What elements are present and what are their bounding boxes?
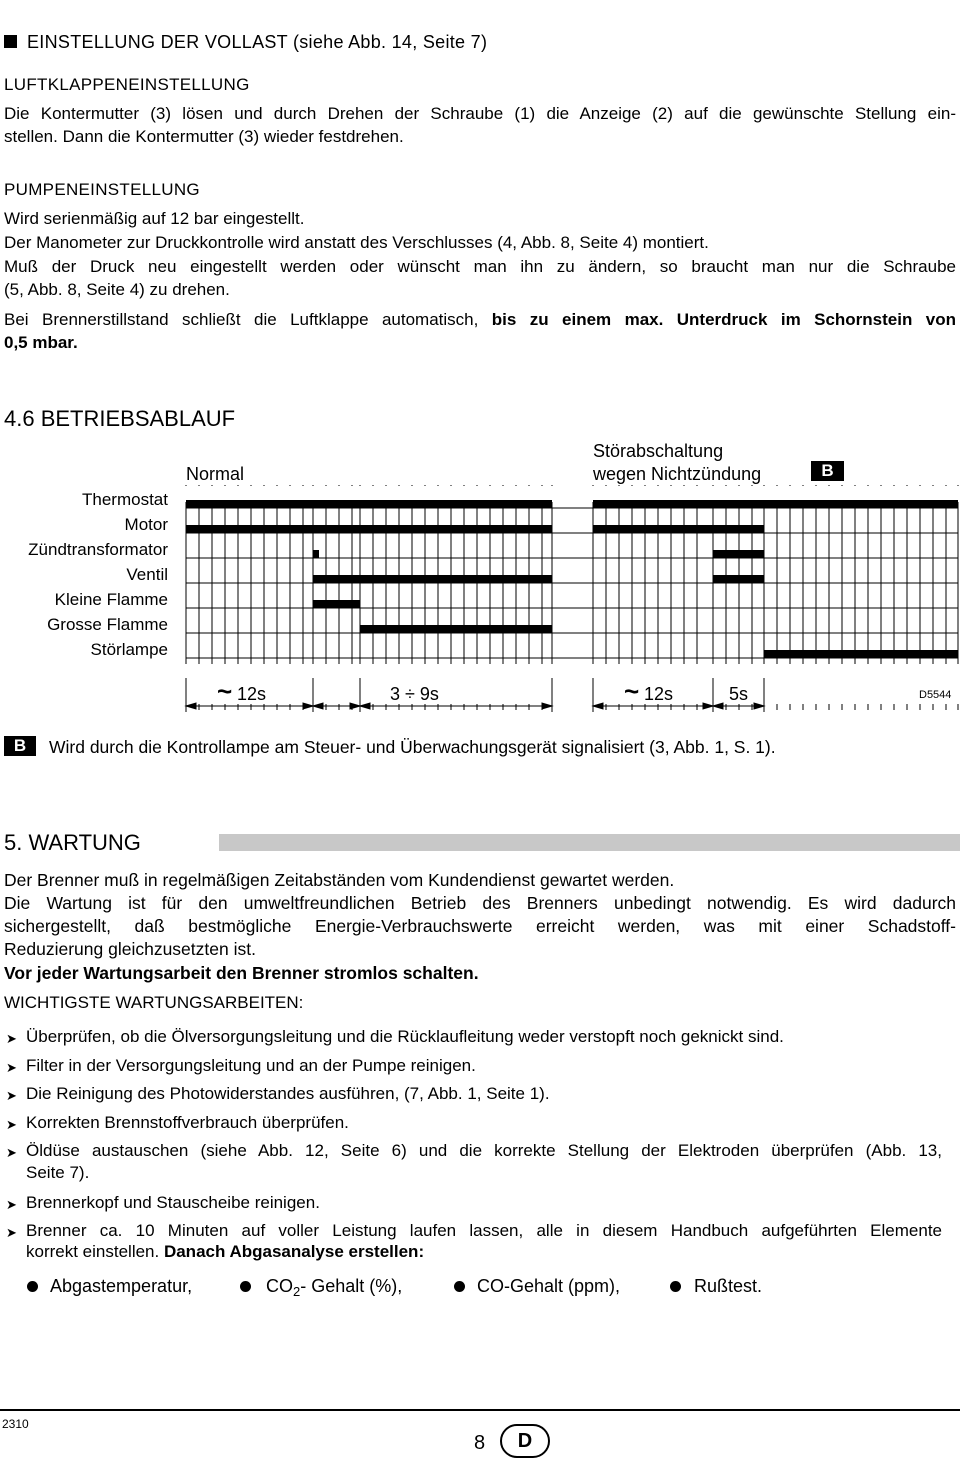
pumpe-line5-bold: bis zu einem max. Unterdruck im Schornstein von	[491, 310, 956, 329]
signal-label-grosse-flamme: Grosse Flamme	[47, 615, 168, 634]
bar-thermostat-fault	[593, 500, 958, 508]
wartung-p1: Der Brenner muß in regelmäßigen Zeitabständen vom Kundendienst gewartet werden.	[4, 870, 675, 890]
analysis-co2-subscript: 2	[293, 1284, 301, 1299]
wartung-warning: Vor jeder Wartungsarbeit den Brenner stromlos schalten.	[4, 963, 479, 983]
drawing-code: D5544	[919, 689, 952, 701]
bar-grosse-flamme-normal	[360, 625, 552, 633]
bar-motor-fault	[593, 525, 764, 533]
list-item-7-normal: korrekt einstellen.	[26, 1242, 164, 1261]
list-arrow-icon: ➤	[6, 1117, 17, 1132]
footer-code: 2310	[2, 1417, 29, 1431]
tick-mask	[185, 664, 960, 704]
heading-pumpe: PUMPENEINSTELLUNG	[4, 180, 200, 199]
footer-language-badge: D	[500, 1424, 550, 1458]
pumpe-text-line6: 0,5 mbar.	[4, 333, 78, 352]
luftklappe-text-line2: stellen. Dann die Kontermutter (3) wieder festdrehen.	[4, 127, 404, 146]
section-title-vollast: EINSTELLUNG DER VOLLAST (siehe Abb. 14, Seite 7)	[27, 32, 488, 52]
bar-thermostat-normal	[186, 500, 552, 508]
time-fault-1: 12s	[644, 684, 674, 704]
tick-mask	[185, 486, 960, 502]
heading-rule	[219, 834, 960, 851]
bullet-dot-icon	[670, 1281, 681, 1292]
badge-b-diagram: B	[811, 461, 844, 481]
pumpe-text-line3: Muß der Druck neu eingestellt werden oder wünscht man ihn zu ändern, so braucht man nur die Schraube	[4, 257, 956, 276]
timing-diagram	[0, 480, 960, 720]
bullet-dot-icon	[240, 1281, 251, 1292]
signal-label-zuendtransformator: Zündtransformator	[28, 540, 168, 559]
analysis-abgastemperatur: Abgastemperatur,	[50, 1276, 193, 1296]
list-item-6: Brennerkopf und Stauscheibe reinigen.	[26, 1193, 320, 1212]
list-item-2: Filter in der Versorgungsleitung und an der Pumpe reinigen.	[26, 1056, 476, 1075]
analysis-co2-suffix: - Gehalt (%),	[300, 1276, 403, 1296]
heading-luftklappe: LUFTKLAPPENEINSTELLUNG	[4, 75, 250, 94]
heading-wartung: 5. WARTUNG	[4, 830, 141, 855]
list-item-4: Korrekten Brennstoffverbrauch überprüfen.	[26, 1113, 349, 1132]
list-item-1: Überprüfen, ob die Ölversorgungsleitung und die Rücklaufleitung weder verstopft noch geknickt sind.	[26, 1027, 784, 1046]
wartung-p2: Die Wartung ist für den umweltfreundlichen Betrieb des Brenners unbedingt notwendig. Es wird dadurch	[4, 893, 956, 913]
wartung-list-heading: WICHTIGSTE WARTUNGSARBEITEN:	[4, 993, 304, 1012]
note-text: Wird durch die Kontrollampe am Steuer- und Überwachungsgerät signalisiert (3, Abb. 1, S. 1).	[49, 737, 776, 757]
time-tilde-normal: ~	[217, 676, 233, 706]
signal-label-motor: Motor	[124, 515, 168, 534]
list-arrow-icon: ➤	[6, 1145, 17, 1160]
pumpe-line5-normal: Bei Brennerstillstand schließt die Luftklappe automatisch,	[4, 310, 492, 329]
list-item-3: Die Reinigung des Photowiderstandes ausführen, (7, Abb. 1, Seite 1).	[26, 1084, 550, 1103]
time-normal-2: 3 ÷ 9s	[390, 684, 439, 704]
column-label-fault-line2: wegen Nichtzündung	[593, 464, 762, 484]
bullet-dot-icon	[454, 1281, 465, 1292]
luftklappe-text-line1: Die Kontermutter (3) lösen und durch Drehen der Schraube (1) die Anzeige (2) auf die gewünschte Stellung ein-	[4, 104, 956, 123]
pumpe-text-line1: Wird serienmäßig auf 12 bar eingestellt.	[4, 209, 305, 228]
time-normal-1: 12s	[237, 684, 267, 704]
signal-label-thermostat: Thermostat	[82, 490, 168, 509]
time-fault-2: 5s	[729, 684, 749, 704]
list-arrow-icon: ➤	[6, 1197, 17, 1212]
pumpe-text-line4: (5, Abb. 8, Seite 4) zu drehen.	[4, 280, 230, 299]
list-arrow-icon: ➤	[6, 1225, 17, 1240]
column-label-fault-line1: Störabschaltung	[593, 441, 724, 461]
heading-betriebsablauf: 4.6 BETRIEBSABLAUF	[4, 406, 236, 431]
bar-zuend-normal	[313, 550, 319, 558]
bar-motor-normal	[186, 525, 552, 533]
time-tilde-fault: ~	[624, 676, 640, 706]
footer-page-number: 8	[474, 1432, 486, 1454]
pumpe-text-line5	[4, 309, 956, 331]
list-item-7-line1: Brenner ca. 10 Minuten auf voller Leistung laufen lassen, alle in diesem Handbuch aufgeführten Elemente	[26, 1221, 942, 1240]
bar-kleine-flamme-normal	[313, 600, 360, 608]
wartung-p3: sichergestellt, daß bestmögliche Energie-Verbrauchswerte erreicht werden, was mit einer Schadstoff-	[4, 916, 956, 936]
list-arrow-icon: ➤	[6, 1088, 17, 1103]
wartung-p4: Reduzierung gleichzusetzten ist.	[4, 939, 256, 959]
pumpe-text-line2: Der Manometer zur Druckkontrolle wird anstatt des Verschlusses (4, Abb. 8, Seite 4) montiert.	[4, 233, 709, 252]
bar-stoerlampe-fault	[764, 650, 958, 658]
list-item-7-line2	[26, 1241, 424, 1263]
list-item-7-bold: Danach Abgasanalyse erstellen:	[163, 1242, 425, 1261]
bar-ventil-fault	[713, 575, 764, 583]
signal-label-stoerlampe: Störlampe	[90, 640, 168, 659]
footer-rule	[0, 1409, 960, 1411]
badge-b-note: B	[4, 736, 36, 756]
signal-label-kleine-flamme: Kleine Flamme	[54, 590, 168, 609]
list-item-5-line1: Öldüse austauschen (siehe Abb. 12, Seite 6) und die korrekte Stellung der Elektroden überprüfen (Abb. 13,	[26, 1141, 942, 1160]
column-label-normal: Normal	[186, 464, 245, 484]
section-bullet-square	[4, 35, 17, 48]
analysis-co-gehalt: CO-Gehalt (ppm),	[477, 1276, 621, 1296]
list-item-5-line2: Seite 7).	[26, 1163, 90, 1182]
list-arrow-icon: ➤	[6, 1031, 17, 1046]
analysis-russtest: Rußtest.	[694, 1276, 763, 1296]
analysis-co2-prefix: CO	[266, 1276, 293, 1296]
bar-ventil-normal	[313, 575, 552, 583]
analysis-co2	[266, 1275, 402, 1299]
list-arrow-icon: ➤	[6, 1060, 17, 1075]
bullet-dot-icon	[27, 1281, 38, 1292]
signal-label-ventil: Ventil	[126, 565, 168, 584]
bar-zuend-fault	[713, 550, 764, 558]
